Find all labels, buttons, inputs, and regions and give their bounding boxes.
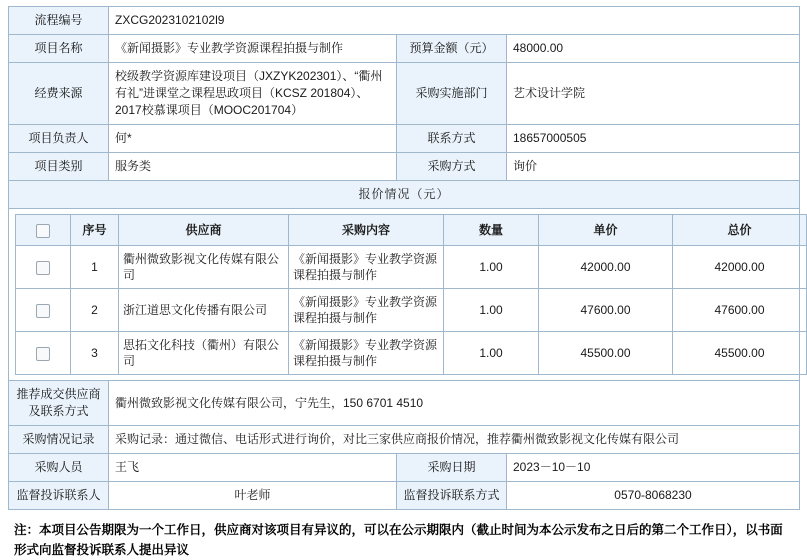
table-row-purchaser [9,454,800,482]
cell-no: 2 [71,289,119,332]
field-label-purchasing-department: 采购实施部门 [397,63,507,125]
field-label-contact: 联系方式 [397,125,507,153]
field-value-process-number: ZXCG2023102102l9 [109,7,800,35]
cell-unit-price: 45500.00 [539,332,673,375]
column-header-no: 序号 [71,215,119,246]
field-value-funding-source: 校级教学资源库建设项目（JXZYK202301）、“衢州有礼”进课堂之课程思政项目（KCSZ 201804）、2017校慕课项目（MOOC201704） [109,63,397,125]
cell-quantity: 1.00 [444,246,539,289]
section-title-quotes: 报价情况（元） [9,181,800,209]
cell-supplier: 衢州微致影视文化传媒有限公司 [119,246,289,289]
cell-supplier: 浙江道思文化传播有限公司 [119,289,289,332]
cell-total-price: 47600.00 [673,289,807,332]
table-row-funding-source [9,63,800,125]
cell-unit-price: 47600.00 [539,289,673,332]
cell-content: 《新闻摄影》专业教学资源课程拍摄与制作 [289,332,444,375]
table-row-quote-table [9,209,800,381]
table-row-process-number [9,7,800,35]
checkbox-icon[interactable] [36,224,50,238]
field-label-budget-amount: 预算金额（元） [397,35,507,63]
quote-table [15,214,807,375]
table-row-supervisor [9,482,800,510]
field-value-recommended-supplier: 衢州微致影视文化传媒有限公司，宁先生，150 6701 4510 [109,381,800,426]
table-row-recommended-supplier [9,381,800,426]
field-label-purchase-record: 采购情况记录 [9,426,109,454]
field-label-recommended-supplier: 推荐成交供应商及联系方式 [9,381,109,426]
field-label-project-name: 项目名称 [9,35,109,63]
field-value-purchasing-department: 艺术设计学院 [507,63,800,125]
field-label-purchase-date: 采购日期 [397,454,507,482]
field-value-purchase-record: 采购记录：通过微信、电话形式进行询价，对比三家供应商报价情况，推荐衢州微致影视文化传媒有限公司 [109,426,800,454]
column-header-unit-price: 单价 [539,215,673,246]
checkbox-icon[interactable] [36,304,50,318]
table-row [16,332,807,375]
cell-supplier: 思拓文化科技（衢州）有限公司 [119,332,289,375]
field-value-project-type: 服务类 [109,153,397,181]
quote-table-cell [9,209,800,381]
table-row-project-manager [9,125,800,153]
select-all-header [16,215,71,246]
field-label-supervisor-contact: 监督投诉联系人 [9,482,109,510]
cell-content: 《新闻摄影》专业教学资源课程拍摄与制作 [289,289,444,332]
field-label-funding-source: 经费来源 [9,63,109,125]
cell-unit-price: 42000.00 [539,246,673,289]
checkbox-icon[interactable] [36,261,50,275]
field-value-project-manager: 何* [109,125,397,153]
column-header-quantity: 数量 [444,215,539,246]
table-row-project-type [9,153,800,181]
cell-quantity: 1.00 [444,289,539,332]
table-row-purchase-record [9,426,800,454]
row-checkbox-cell [16,289,71,332]
field-label-project-manager: 项目负责人 [9,125,109,153]
table-row-section-title [9,181,800,209]
checkbox-icon[interactable] [36,347,50,361]
row-checkbox-cell [16,246,71,289]
column-header-total-price: 总价 [673,215,807,246]
cell-total-price: 45500.00 [673,332,807,375]
cell-no: 1 [71,246,119,289]
quote-table-header-row [16,215,807,246]
cell-quantity: 1.00 [444,332,539,375]
row-checkbox-cell [16,332,71,375]
table-row [16,246,807,289]
field-label-process-number: 流程编号 [9,7,109,35]
field-label-purchase-method: 采购方式 [397,153,507,181]
field-label-project-type: 项目类别 [9,153,109,181]
field-label-supervisor-phone: 监督投诉联系方式 [397,482,507,510]
field-value-budget-amount: 48000.00 [507,35,800,63]
table-row-project-name [9,35,800,63]
column-header-content: 采购内容 [289,215,444,246]
purchase-form-table [8,6,800,510]
cell-no: 3 [71,332,119,375]
table-row [16,289,807,332]
cell-total-price: 42000.00 [673,246,807,289]
field-value-purchaser: 王飞 [109,454,397,482]
cell-content: 《新闻摄影》专业教学资源课程拍摄与制作 [289,246,444,289]
announcement-note: 注：本项目公告期限为一个工作日，供应商对该项目有异议的，可以在公示期限内（截止时间为本公示发布之日后的第二个工作日），以书面形式向监督投诉联系人提出异议 [14,523,783,557]
field-value-project-name: 《新闻摄影》专业教学资源课程拍摄与制作 [109,35,397,63]
field-value-supervisor-contact: 叶老师 [109,482,397,510]
column-header-supplier: 供应商 [119,215,289,246]
field-label-purchaser: 采购人员 [9,454,109,482]
field-value-purchase-method: 询价 [507,153,800,181]
field-value-supervisor-phone: 0570-8068230 [507,482,800,510]
field-value-contact: 18657000505 [507,125,800,153]
field-value-purchase-date: 2023－10－10 [507,454,800,482]
